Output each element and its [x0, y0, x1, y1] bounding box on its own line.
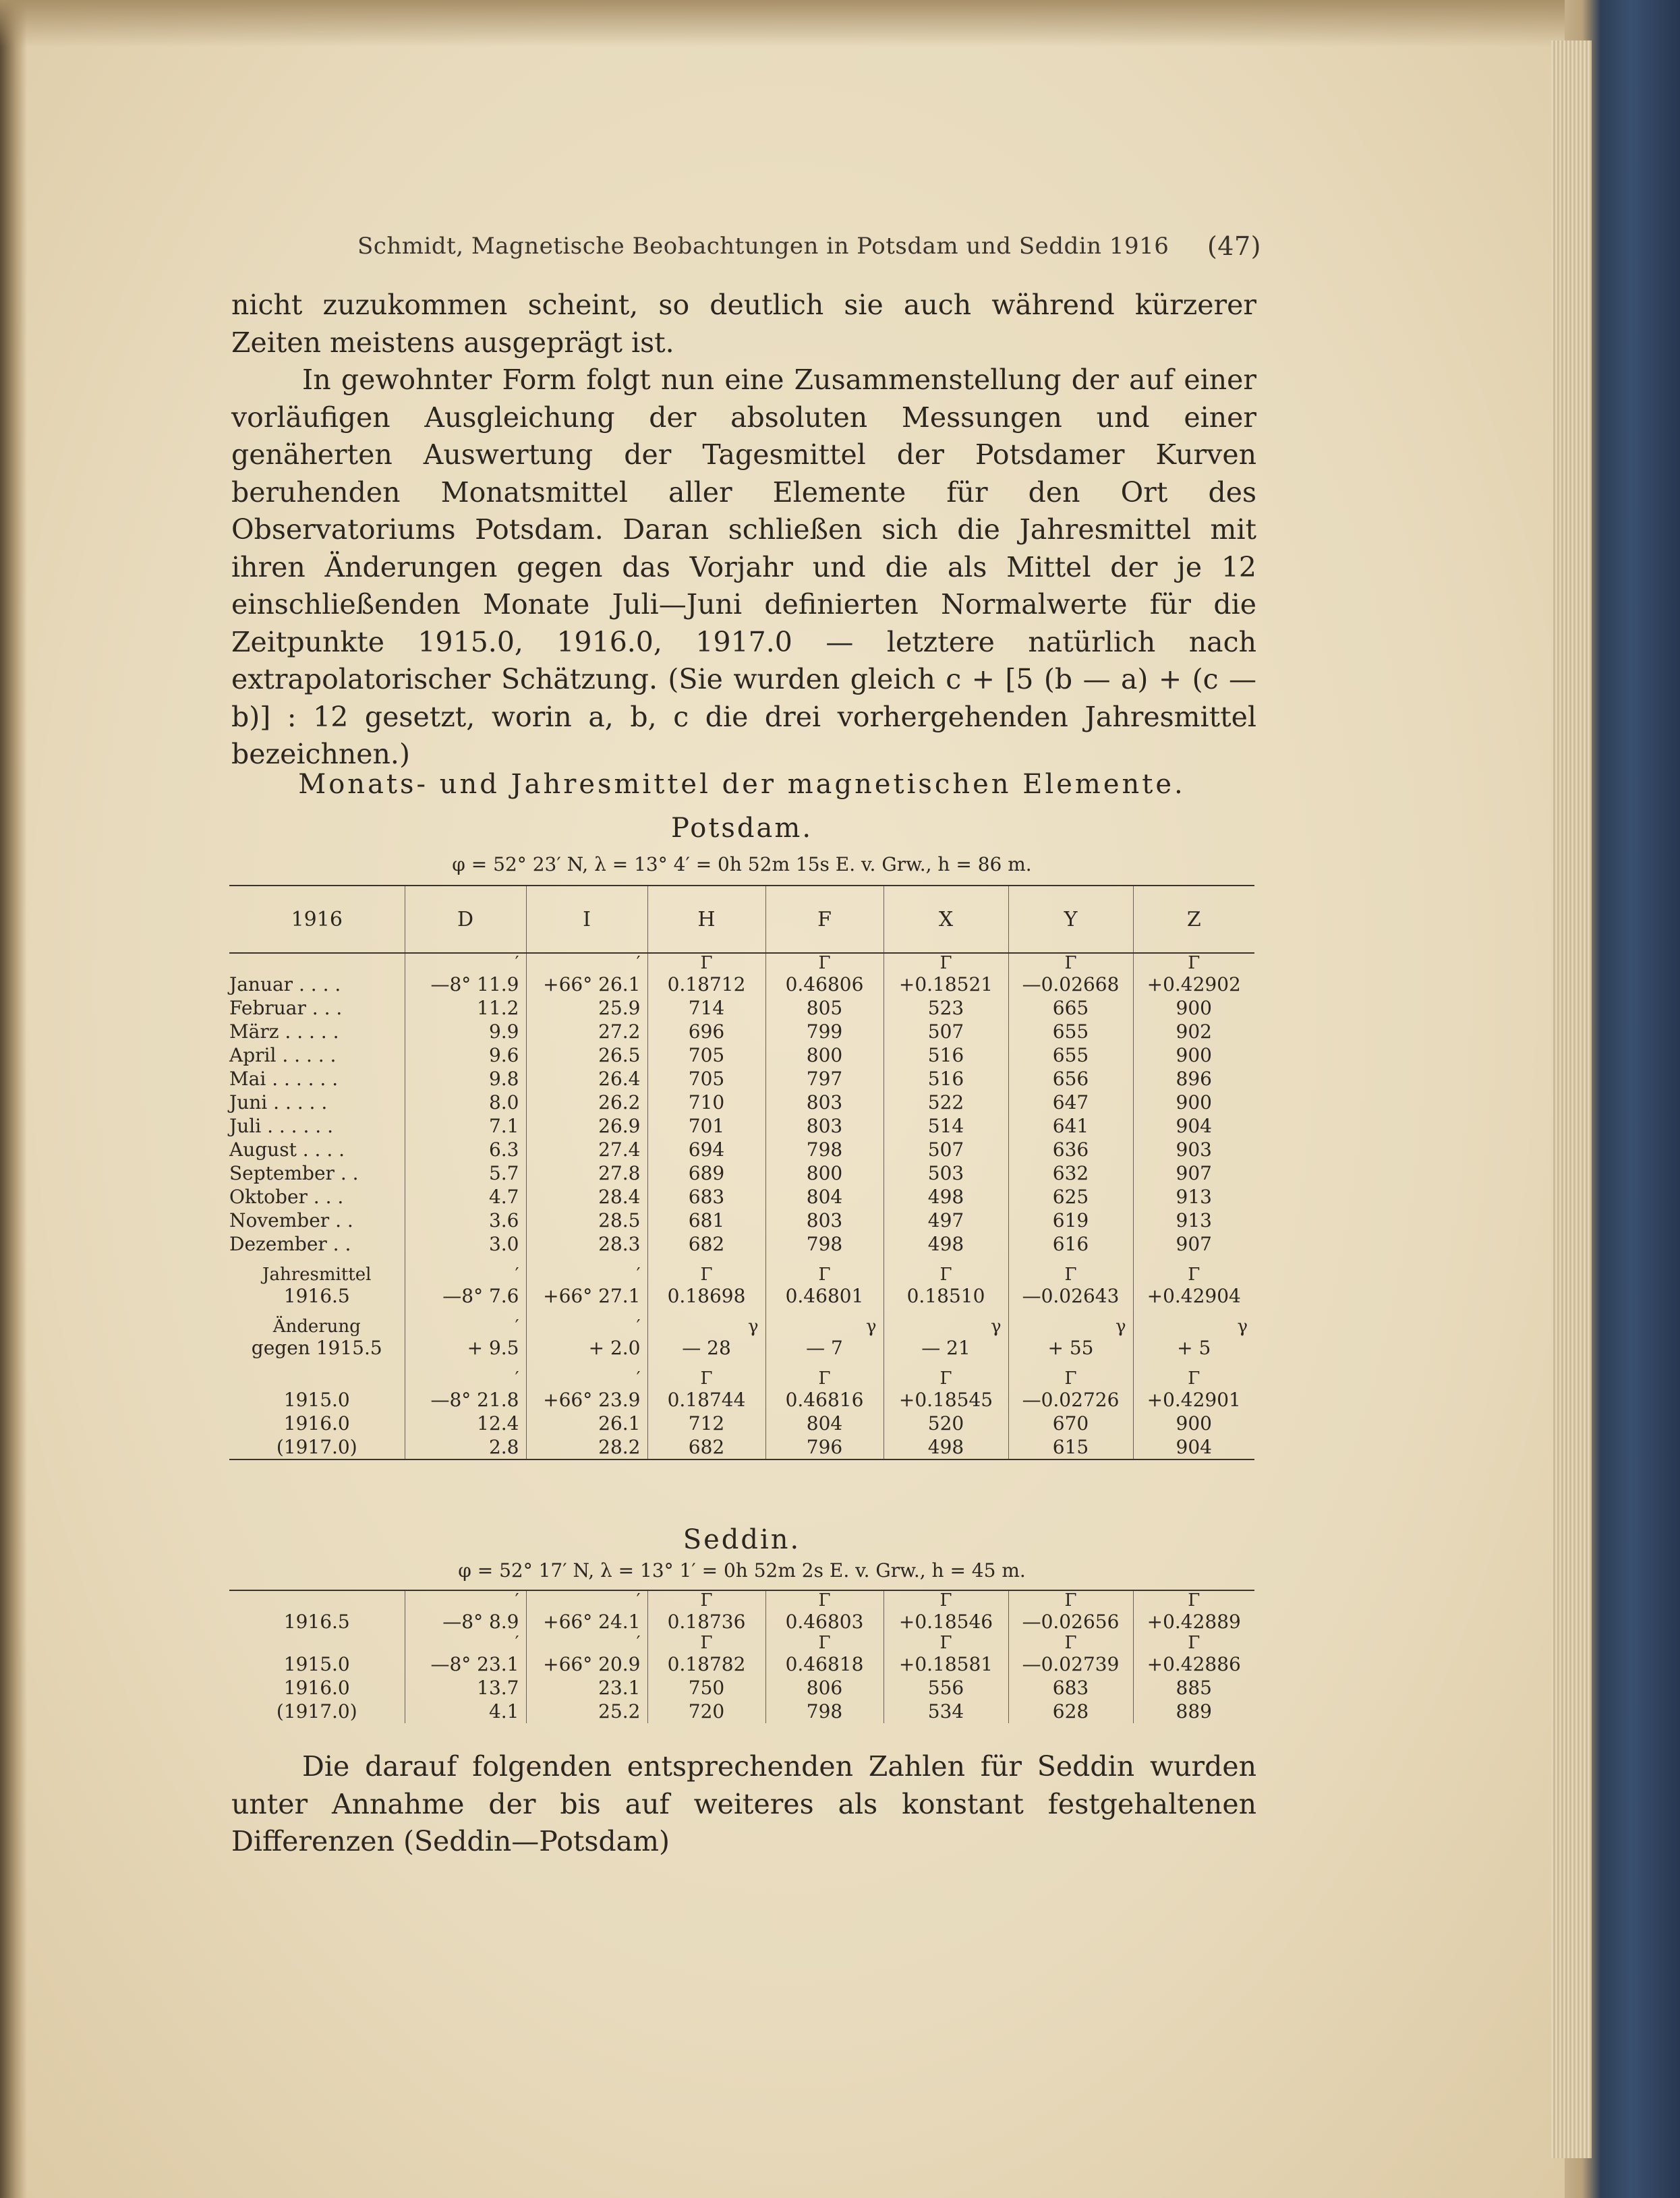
unit-cell: ′: [526, 1265, 647, 1284]
table-cell: +0.18521: [884, 973, 1008, 996]
table-cell: 913: [1133, 1185, 1254, 1209]
table-cell: 903: [1133, 1138, 1254, 1161]
table-row: [229, 1388, 1254, 1412]
table-cell: 896: [1133, 1067, 1254, 1091]
table-cell: 5.7: [405, 1161, 526, 1185]
table-cell: 498: [884, 1185, 1008, 1209]
column-header: F: [765, 886, 884, 953]
table-cell: 26.5: [526, 1043, 647, 1067]
table-cell: 507: [884, 1138, 1008, 1161]
table-cell: 714: [647, 996, 765, 1020]
table-cell: Γ: [647, 1633, 765, 1652]
unit-cell: Γ: [765, 1265, 884, 1284]
table-cell: 0.18712: [647, 973, 765, 996]
table-title: Monats- und Jahresmittel der magnetischen Elemente.: [298, 769, 1186, 800]
table-cell: Γ: [647, 953, 765, 973]
table-cell: Γ: [1133, 1590, 1254, 1610]
table-cell: 26.1: [526, 1412, 647, 1435]
table-cell: +0.42901: [1133, 1388, 1254, 1412]
table-cell: Γ: [884, 953, 1008, 973]
table-cell: 534: [884, 1700, 1008, 1723]
table-row: [229, 1020, 1254, 1043]
spacer-cell: [1008, 1360, 1133, 1369]
table-cell: 7.1: [405, 1114, 526, 1138]
closing-text: [231, 1748, 1256, 1861]
table-cell: 696: [647, 1020, 765, 1043]
row-label: Februar . . .: [229, 997, 343, 1019]
unit-cell: γ: [1008, 1317, 1133, 1336]
row-label: Dezember . .: [229, 1233, 351, 1255]
table-cell: 705: [647, 1067, 765, 1091]
table-cell: 23.1: [526, 1676, 647, 1700]
table-cell: Γ: [1133, 1633, 1254, 1652]
row-label: [229, 953, 405, 973]
row-label: 1916.5: [283, 1611, 350, 1633]
table-cell: Γ: [765, 953, 884, 973]
table-cell: 28.2: [526, 1435, 647, 1459]
table-cell: 619: [1008, 1209, 1133, 1232]
column-header: D: [405, 886, 526, 953]
spacer-cell: [229, 1256, 405, 1265]
row-label: Mai . . . . . .: [229, 1068, 339, 1090]
table-cell: 25.2: [526, 1700, 647, 1723]
table-cell: 26.2: [526, 1091, 647, 1114]
table-cell: 503: [884, 1161, 1008, 1185]
table-cell: 625: [1008, 1185, 1133, 1209]
table-cell: 28.5: [526, 1209, 647, 1232]
table-cell: Γ: [1133, 1369, 1254, 1388]
table-cell: + 2.0: [526, 1336, 647, 1360]
spacer-cell: [1133, 1360, 1254, 1369]
row-label: Juli . . . . . .: [229, 1115, 333, 1137]
column-header: Y: [1008, 886, 1133, 953]
table-cell: —0.02668: [1008, 973, 1133, 996]
spacer-row: [229, 1360, 1254, 1369]
table-cell: Γ: [1008, 1369, 1133, 1388]
table-row: [229, 996, 1254, 1020]
spacer-cell: [229, 1308, 405, 1317]
table-cell: 556: [884, 1676, 1008, 1700]
table-cell: + 5: [1133, 1336, 1254, 1360]
table-cell: 4.1: [405, 1700, 526, 1723]
column-header: I: [526, 886, 647, 953]
table-row: [229, 1209, 1254, 1232]
table-cell: 11.2: [405, 996, 526, 1020]
table-cell: —0.02726: [1008, 1388, 1133, 1412]
table-cell: 683: [647, 1185, 765, 1209]
spacer-cell: [884, 1360, 1008, 1369]
spacer-cell: [405, 1256, 526, 1265]
table-cell: ′: [526, 953, 647, 973]
table-cell: ′: [526, 1590, 647, 1610]
table-cell: Γ: [647, 1590, 765, 1610]
row-label: November . .: [229, 1209, 353, 1232]
table-cell: 797: [765, 1067, 884, 1091]
row-label: 1916.0: [283, 1412, 350, 1435]
table-cell: 682: [647, 1232, 765, 1256]
table-cell: 2.8: [405, 1435, 526, 1459]
table-row: [229, 1161, 1254, 1185]
table-cell: 900: [1133, 1412, 1254, 1435]
table-cell: 750: [647, 1676, 765, 1700]
table-cell: 803: [765, 1091, 884, 1114]
table-cell: 798: [765, 1138, 884, 1161]
table-cell: —8° 7.6: [405, 1284, 526, 1308]
unit-cell: γ: [647, 1317, 765, 1336]
unit-row: [229, 1369, 1254, 1388]
row-label: [229, 1369, 405, 1388]
spacer-cell: [1008, 1256, 1133, 1265]
potsdam-coords: φ = 52° 23′ N, λ = 13° 4′ = 0h 52m 15s E. v. Grw., h = 86 m.: [452, 853, 1032, 875]
table-cell: 798: [765, 1232, 884, 1256]
table-cell: Γ: [884, 1369, 1008, 1388]
table-cell: Γ: [884, 1590, 1008, 1610]
table-cell: 27.8: [526, 1161, 647, 1185]
row-label: 1916.5: [283, 1285, 350, 1307]
row-label: März . . . . .: [229, 1020, 339, 1043]
table-row: [229, 1652, 1254, 1676]
table-cell: 12.4: [405, 1412, 526, 1435]
unit-cell: Γ: [1008, 1265, 1133, 1284]
spacer-cell: [647, 1256, 765, 1265]
table-row: [229, 1284, 1254, 1308]
table-cell: 655: [1008, 1020, 1133, 1043]
row-label: 1915.0: [283, 1389, 350, 1411]
spacer-cell: [1008, 1308, 1133, 1317]
row-label: (1917.0): [276, 1700, 357, 1723]
table-cell: 522: [884, 1091, 1008, 1114]
table-cell: 681: [647, 1209, 765, 1232]
row-label: [229, 1590, 405, 1610]
table-cell: 632: [1008, 1161, 1133, 1185]
table-cell: 655: [1008, 1043, 1133, 1067]
table-row: [229, 1676, 1254, 1700]
table-cell: 712: [647, 1412, 765, 1435]
table-cell: 683: [1008, 1676, 1133, 1700]
table-cell: 0.18736: [647, 1610, 765, 1633]
table-cell: 0.46803: [765, 1610, 884, 1633]
row-label: August . . . .: [229, 1138, 345, 1161]
column-header: Z: [1133, 886, 1254, 953]
table-cell: 523: [884, 996, 1008, 1020]
row-label: April . . . . .: [229, 1044, 337, 1066]
table-cell: ′: [405, 1633, 526, 1652]
page-number: (47): [1207, 231, 1261, 261]
row-label: Oktober . . .: [229, 1186, 344, 1208]
table-cell: +0.18546: [884, 1610, 1008, 1633]
table-row: [229, 1610, 1254, 1633]
table-cell: ′: [405, 953, 526, 973]
unit-cell: ′: [526, 1317, 647, 1336]
table-cell: 804: [765, 1412, 884, 1435]
row-label: 1915.0: [283, 1653, 350, 1675]
table-cell: 907: [1133, 1161, 1254, 1185]
table-cell: —0.02643: [1008, 1284, 1133, 1308]
table-cell: 806: [765, 1676, 884, 1700]
table-cell: Γ: [765, 1633, 884, 1652]
table-cell: 507: [884, 1020, 1008, 1043]
table-cell: 0.18744: [647, 1388, 765, 1412]
unit-row: [229, 1590, 1254, 1610]
spacer-cell: [647, 1360, 765, 1369]
table-cell: — 28: [647, 1336, 765, 1360]
table-cell: 3.0: [405, 1232, 526, 1256]
row-label: gegen 1915.5: [251, 1337, 382, 1359]
spacer-cell: [765, 1256, 884, 1265]
table-cell: ′: [526, 1633, 647, 1652]
table-cell: 8.0: [405, 1091, 526, 1114]
spacer-cell: [405, 1360, 526, 1369]
table-cell: 913: [1133, 1209, 1254, 1232]
spacer-row: [229, 1308, 1254, 1317]
table-cell: 498: [884, 1435, 1008, 1459]
unit-row: [229, 1265, 1254, 1284]
table-cell: 907: [1133, 1232, 1254, 1256]
table-cell: 705: [647, 1043, 765, 1067]
table-row: [229, 1091, 1254, 1114]
unit-cell: Γ: [884, 1265, 1008, 1284]
table-cell: 803: [765, 1114, 884, 1138]
table-cell: +0.42889: [1133, 1610, 1254, 1633]
table-cell: 9.8: [405, 1067, 526, 1091]
table-cell: 805: [765, 996, 884, 1020]
table-cell: 889: [1133, 1700, 1254, 1723]
table-row: [229, 1232, 1254, 1256]
table-cell: 516: [884, 1067, 1008, 1091]
table-cell: 800: [765, 1043, 884, 1067]
spacer-cell: [405, 1308, 526, 1317]
table-cell: 799: [765, 1020, 884, 1043]
row-label: Juni . . . . .: [229, 1091, 328, 1114]
unit-row: [229, 1317, 1254, 1336]
page-top-shadow: [0, 0, 1565, 47]
potsdam-heading: Potsdam.: [670, 813, 813, 844]
table-cell: 900: [1133, 1091, 1254, 1114]
table-cell: ′: [405, 1369, 526, 1388]
table-cell: +0.42902: [1133, 973, 1254, 996]
table-row: [229, 1138, 1254, 1161]
unit-row: [229, 953, 1254, 973]
table-cell: 656: [1008, 1067, 1133, 1091]
row-label: (1917.0): [229, 1435, 405, 1459]
table-cell: 885: [1133, 1676, 1254, 1700]
column-header: X: [884, 886, 1008, 953]
column-header: H: [647, 886, 765, 953]
spacer-cell: [765, 1360, 884, 1369]
spacer-cell: [884, 1308, 1008, 1317]
table-row: [229, 1185, 1254, 1209]
table-cell: 28.3: [526, 1232, 647, 1256]
table-cell: 803: [765, 1209, 884, 1232]
table-cell: 665: [1008, 996, 1133, 1020]
table-cell: 9.6: [405, 1043, 526, 1067]
table-cell: 514: [884, 1114, 1008, 1138]
table-cell: 0.46801: [765, 1284, 884, 1308]
table-cell: 701: [647, 1114, 765, 1138]
table-cell: —8° 23.1: [405, 1652, 526, 1676]
column-header: 1916: [229, 886, 405, 953]
spacer-cell: [884, 1256, 1008, 1265]
row-label: Januar . . . .: [229, 973, 341, 995]
spacer-cell: [765, 1308, 884, 1317]
table-cell: Γ: [1008, 953, 1133, 973]
table-cell: +0.42904: [1133, 1284, 1254, 1308]
table-cell: 498: [884, 1232, 1008, 1256]
table-cell: +66° 27.1: [526, 1284, 647, 1308]
unit-row: [229, 1633, 1254, 1652]
row-label: Änderung: [272, 1317, 361, 1337]
table-cell: 694: [647, 1138, 765, 1161]
table-cell: 798: [765, 1700, 884, 1723]
table-cell: 800: [765, 1161, 884, 1185]
table-cell: 9.9: [405, 1020, 526, 1043]
unit-cell: γ: [1133, 1317, 1254, 1336]
table-cell: +0.42886: [1133, 1652, 1254, 1676]
table-cell: 647: [1008, 1091, 1133, 1114]
table-cell: 3.6: [405, 1209, 526, 1232]
table-cell: 0.18698: [647, 1284, 765, 1308]
unit-cell: ′: [405, 1265, 526, 1284]
table-row: [229, 1412, 1254, 1435]
table-cell: 682: [647, 1435, 765, 1459]
table-cell: 616: [1008, 1232, 1133, 1256]
body-text: [231, 287, 1256, 774]
table-cell: 904: [1133, 1435, 1254, 1459]
unit-cell: Γ: [647, 1265, 765, 1284]
table-cell: +66° 23.9: [526, 1388, 647, 1412]
table-cell: 0.46816: [765, 1388, 884, 1412]
table-cell: 13.7: [405, 1676, 526, 1700]
paragraph-1: nicht zuzukommen scheint, so deutlich sie auch während kürzerer Zeiten meistens ausgeprägt ist.: [231, 289, 1256, 359]
table-cell: 26.4: [526, 1067, 647, 1091]
potsdam-header-row: [229, 886, 1254, 953]
table-row: [229, 1043, 1254, 1067]
row-label: 1916.0: [283, 1677, 350, 1699]
spacer-cell: [229, 1360, 405, 1369]
potsdam-table: [229, 885, 1254, 1460]
seddin-coords: φ = 52° 17′ N, λ = 13° 1′ = 0h 52m 2s E. v. Grw., h = 45 m.: [458, 1559, 1026, 1582]
table-cell: —8° 11.9: [405, 973, 526, 996]
table-cell: + 55: [1008, 1336, 1133, 1360]
table-row: [229, 1067, 1254, 1091]
table-cell: +0.18581: [884, 1652, 1008, 1676]
table-cell: +66° 24.1: [526, 1610, 647, 1633]
unit-cell: γ: [765, 1317, 884, 1336]
table-cell: 902: [1133, 1020, 1254, 1043]
seddin-table: [229, 1590, 1254, 1723]
table-cell: 4.7: [405, 1185, 526, 1209]
row-label: September . .: [229, 1162, 359, 1184]
table-cell: 0.18782: [647, 1652, 765, 1676]
table-cell: 26.9: [526, 1114, 647, 1138]
spacer-cell: [1133, 1256, 1254, 1265]
table-row: [229, 1700, 1254, 1723]
table-cell: Γ: [765, 1369, 884, 1388]
table-cell: 900: [1133, 1043, 1254, 1067]
page-stack-edge: [1551, 40, 1592, 2158]
table-row: [229, 1336, 1254, 1360]
running-head: [357, 233, 1261, 260]
table-cell: —8° 8.9: [405, 1610, 526, 1633]
table-cell: 670: [1008, 1412, 1133, 1435]
potsdam-table-body: [229, 953, 1254, 1459]
table-cell: 516: [884, 1043, 1008, 1067]
table-cell: ′: [405, 1590, 526, 1610]
table-cell: —0.02656: [1008, 1610, 1133, 1633]
page-gutter: [0, 0, 27, 2198]
table-cell: 628: [1008, 1700, 1133, 1723]
row-label: [229, 1633, 405, 1652]
table-cell: 720: [647, 1700, 765, 1723]
table-row: [229, 1114, 1254, 1138]
table-cell: ′: [526, 1369, 647, 1388]
spacer-cell: [526, 1256, 647, 1265]
table-cell: +66° 26.1: [526, 973, 647, 996]
table-cell: — 7: [765, 1336, 884, 1360]
table-cell: Γ: [1133, 953, 1254, 973]
spacer-cell: [647, 1308, 765, 1317]
table-cell: +0.18545: [884, 1388, 1008, 1412]
table-cell: 900: [1133, 996, 1254, 1020]
spacer-cell: [526, 1360, 647, 1369]
table-cell: 904: [1133, 1114, 1254, 1138]
table-cell: 615: [1008, 1435, 1133, 1459]
seddin-table-body: [229, 1590, 1254, 1723]
table-cell: Γ: [1008, 1590, 1133, 1610]
table-cell: 636: [1008, 1138, 1133, 1161]
unit-cell: ′: [405, 1317, 526, 1336]
table-cell: +66° 20.9: [526, 1652, 647, 1676]
table-cell: — 21: [884, 1336, 1008, 1360]
paragraph-2: In gewohnter Form folgt nun eine Zusammenstellung der auf einer vorläufigen Ausgleichung der absoluten Messungen und einer genäherten Auswertung der Tagesmittel der Potsdamer Kurven beruhenden Monatsmittel aller Elemente für den Ort des Observatoriums Potsdam. Daran schließen sich die Jahresmittel mit ihren Änderungen gegen das Vorjahr und die als Mittel der je 12 einschließenden Monate Juli—Juni definierten Normalwerte für die Zeitpunkte 1915.0, 1916.0, 1917.0 — letztere natürlich nach extrapolatorischer Schätzung. (Sie wurden gleich c + [5 (b — a) + (c — b)] : 12 gesetzt, worin a, b, c die drei vorhergehenden Jahresmittel bezeichnen.): [231, 364, 1256, 770]
table-cell: 27.2: [526, 1020, 647, 1043]
running-title: Schmidt, Magnetische Beobachtungen in Potsdam und Seddin 1916: [357, 233, 1169, 260]
spacer-cell: [1133, 1308, 1254, 1317]
unit-cell: Γ: [1133, 1265, 1254, 1284]
table-cell: Γ: [884, 1633, 1008, 1652]
closing-paragraph: Die darauf folgenden entsprechenden Zahlen für Seddin wurden unter Annahme der bis auf weiteres als konstant festgehaltenen Differenzen (Seddin—Potsdam): [231, 1750, 1256, 1857]
table-cell: 0.46818: [765, 1652, 884, 1676]
table-cell: 641: [1008, 1114, 1133, 1138]
table-cell: 689: [647, 1161, 765, 1185]
table-cell: 25.9: [526, 996, 647, 1020]
unit-cell: γ: [884, 1317, 1008, 1336]
table-cell: 0.18510: [884, 1284, 1008, 1308]
table-cell: 27.4: [526, 1138, 647, 1161]
seddin-heading: Seddin.: [683, 1524, 801, 1555]
table-row: [229, 1435, 1254, 1459]
table-cell: + 9.5: [405, 1336, 526, 1360]
table-cell: 710: [647, 1091, 765, 1114]
table-cell: 6.3: [405, 1138, 526, 1161]
table-cell: 0.46806: [765, 973, 884, 996]
table-cell: Γ: [765, 1590, 884, 1610]
spacer-row: [229, 1256, 1254, 1265]
row-label: Jahresmittel: [262, 1265, 372, 1285]
table-cell: 497: [884, 1209, 1008, 1232]
table-cell: 804: [765, 1185, 884, 1209]
table-cell: Γ: [1008, 1633, 1133, 1652]
table-cell: Γ: [647, 1369, 765, 1388]
spacer-cell: [526, 1308, 647, 1317]
table-cell: 28.4: [526, 1185, 647, 1209]
table-cell: 520: [884, 1412, 1008, 1435]
table-row: [229, 973, 1254, 996]
table-cell: —8° 21.8: [405, 1388, 526, 1412]
table-cell: —0.02739: [1008, 1652, 1133, 1676]
table-cell: 796: [765, 1435, 884, 1459]
